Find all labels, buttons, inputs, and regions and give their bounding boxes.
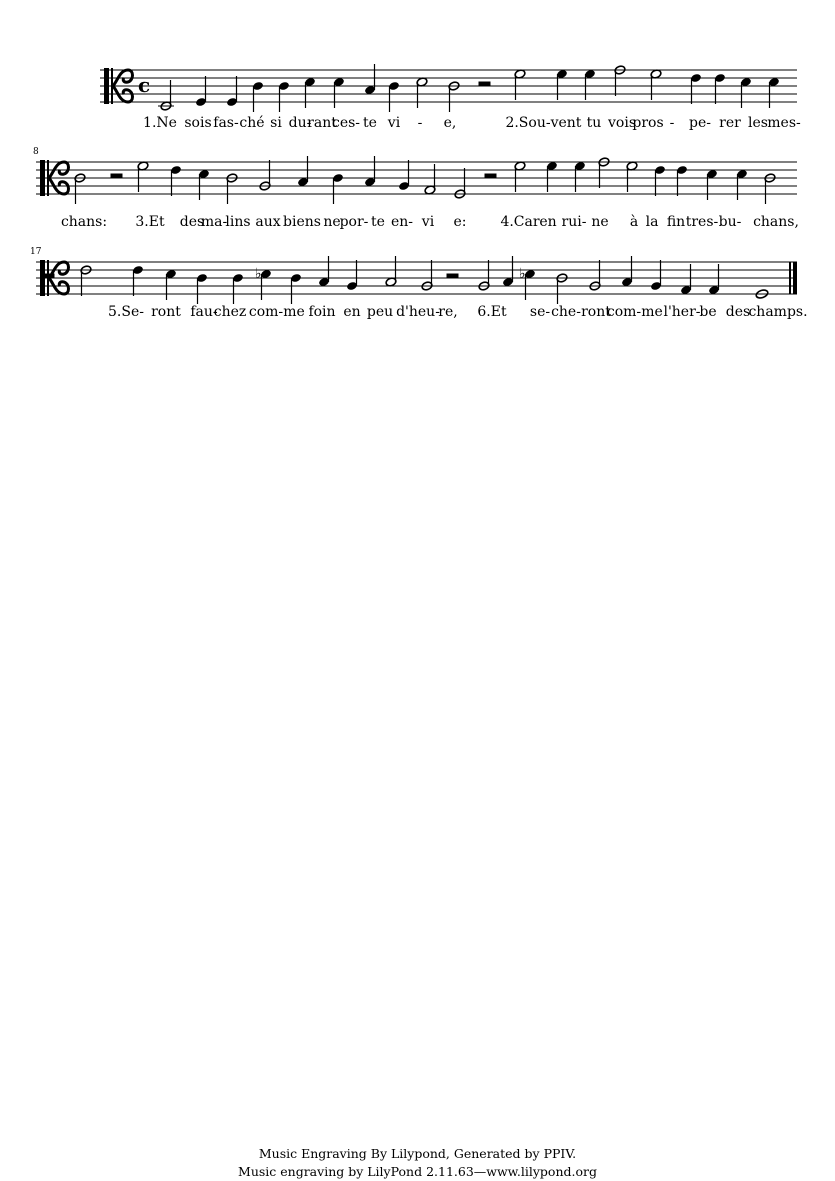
lyric-syllable: te — [363, 115, 377, 131]
lyric-syllable: 3.Et — [135, 214, 165, 230]
lyric-syllable: com- — [606, 304, 642, 320]
lyric-syllable: peu — [366, 304, 394, 320]
lyric-syllable: tres- — [685, 214, 719, 230]
lyric-syllable: la — [645, 214, 659, 230]
notes-system-3 — [43, 256, 769, 304]
lyric-syllable: - — [417, 115, 423, 131]
footer-line-1: Music Engraving By Lilypond, Generated by PPIV. — [258, 1146, 577, 1161]
lyric-syllable: en — [539, 214, 557, 230]
lyric-syllable: ront — [151, 304, 181, 320]
lyric-syllable: 4.Car — [500, 214, 540, 230]
lyric-syllable: vois — [608, 115, 636, 131]
lyrics-line-1 — [0, 114, 835, 134]
lyric-syllable: rui- — [561, 214, 587, 230]
lyric-syllable: en — [343, 304, 361, 320]
lyric-syllable: rer — [719, 115, 741, 131]
lyric-syllable: foin — [308, 304, 336, 320]
notes-system-1 — [158, 64, 780, 112]
lyric-syllable: ché — [239, 115, 265, 131]
footer-line-2: Music engraving by LilyPond 2.11.63—www.lilypond.org — [238, 1164, 597, 1179]
lyric-syllable: vi — [387, 115, 401, 131]
lyric-syllable: ma- — [200, 214, 228, 230]
lyrics-line-2 — [0, 213, 835, 233]
lyric-syllable: pros — [632, 115, 664, 131]
lyric-syllable: 5.Se- — [108, 304, 144, 320]
half-rest — [479, 82, 490, 86]
final-barline-icon — [789, 262, 797, 294]
lyric-syllable: 2.Sou- — [505, 115, 551, 131]
lyric-syllable: 1.Ne — [143, 115, 177, 131]
lyric-syllable: me — [283, 304, 305, 320]
lyric-syllable: chans: — [60, 214, 108, 230]
lyric-syllable: ne — [591, 214, 609, 230]
lyric-syllable: fas- — [213, 115, 239, 131]
lyric-syllable: des — [179, 214, 205, 230]
lyric-syllable: pe- — [689, 115, 711, 131]
staff-1 — [0, 40, 835, 120]
flat-icon: ♭ — [255, 266, 262, 282]
lyric-syllable: ces- — [331, 115, 361, 131]
lyrics-line-3 — [0, 303, 835, 323]
half-rest — [485, 174, 496, 178]
lyric-syllable: e: — [453, 214, 467, 230]
lyric-syllable: mes- — [767, 115, 801, 131]
lyric-syllable: biens — [283, 214, 321, 230]
lyric-syllable: fin — [666, 214, 686, 230]
lyric-syllable: re, — [438, 304, 458, 320]
lyric-syllable: champs. — [748, 304, 808, 320]
lyric-syllable: te — [371, 214, 385, 230]
half-rest — [447, 274, 458, 278]
lyric-syllable: rant — [307, 115, 337, 131]
lyric-syllable: com- — [248, 304, 284, 320]
measure-number: 17 — [30, 247, 42, 257]
lyric-syllable: aux — [255, 214, 281, 230]
lyric-syllable: chans, — [753, 214, 799, 230]
lyric-syllable: d'heu- — [396, 304, 440, 320]
lyric-syllable: 6.Et — [477, 304, 507, 320]
lyric-syllable: à — [629, 214, 639, 230]
lyric-syllable: fau- — [190, 304, 218, 320]
flat-icon: ♭ — [519, 266, 526, 282]
common-time-icon: c — [138, 73, 151, 97]
lyric-syllable: si — [270, 115, 282, 131]
lyric-syllable: vent — [550, 115, 582, 131]
half-rest — [111, 174, 122, 178]
lyric-syllable: du- — [288, 115, 312, 131]
lyric-syllable: vi — [421, 214, 435, 230]
lyric-syllable: l'her- — [663, 304, 701, 320]
measure-number: 8 — [33, 147, 39, 157]
lyric-syllable: en- — [390, 214, 414, 230]
lyric-syllable: bu- — [718, 214, 742, 230]
lyric-syllable: che- — [551, 304, 581, 320]
lyric-syllable: - — [669, 115, 675, 131]
footer — [0, 1145, 835, 1181]
notes-system-2 — [74, 156, 776, 204]
staff-system-3 — [0, 240, 835, 340]
lyric-syllable: ront — [581, 304, 611, 320]
lyric-syllable: por- — [339, 214, 369, 230]
lyric-syllable: e, — [443, 115, 457, 131]
lyric-syllable: be — [699, 304, 717, 320]
lyric-syllable: ne — [323, 214, 341, 230]
lyric-syllable: les — [748, 115, 768, 131]
lyric-syllable: sois — [184, 115, 212, 131]
half-rest — [43, 274, 54, 278]
lyric-syllable: lins — [225, 214, 251, 230]
lyric-syllable: se- — [529, 304, 551, 320]
staff-2 — [0, 140, 835, 220]
lyric-syllable: tu — [586, 115, 602, 131]
lyric-syllable: des — [725, 304, 751, 320]
lyric-syllable: me — [641, 304, 663, 320]
lyric-syllable: chez — [213, 304, 247, 320]
